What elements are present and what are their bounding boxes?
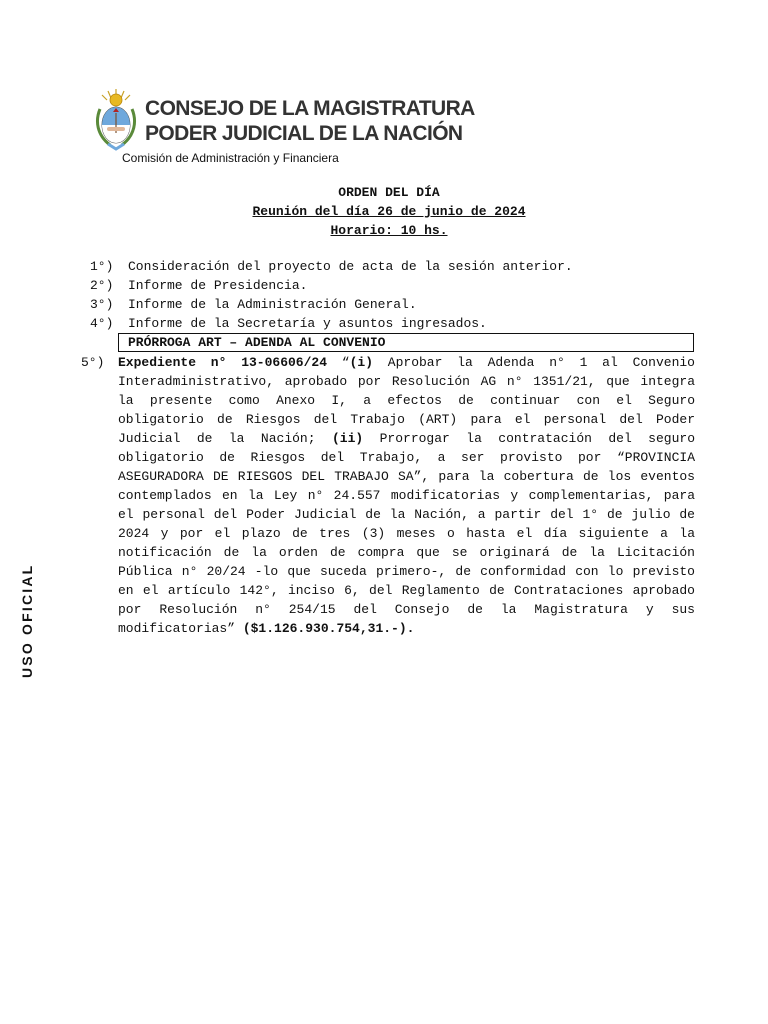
- item-text: Informe de la Secretaría y asuntos ingresados.: [128, 316, 487, 331]
- letterhead: [92, 84, 475, 174]
- commission-name: Comisión de Administración y Financiera: [122, 151, 339, 165]
- section-heading: PRÓRROGA ART – ADENDA AL CONVENIO: [118, 333, 694, 352]
- item-number: 2°): [90, 278, 114, 293]
- part-i-label: (i): [349, 355, 374, 370]
- meeting-date: Reunión del día 26 de junio de 2024: [252, 204, 526, 219]
- part-i-text: Aprobar la Adenda n° 1 al Convenio Interadministrativo, aprobado por Resolución AG n° 1351/21, que integra la presente como Anexo I, a efectos de continuar con el Seguro obligatorio de Riesgos del Trabajo (ART) para el personal del Poder Judicial de la Nación;: [118, 355, 695, 446]
- item-text: Informe de Presidencia.: [128, 278, 308, 293]
- agenda-heading: ORDEN DEL DÍA: [338, 185, 440, 200]
- agenda-title: [0, 183, 768, 240]
- item-number: 4°): [90, 316, 114, 331]
- agenda-item-3: [90, 295, 573, 314]
- agenda-item-4: [90, 314, 573, 333]
- official-use-label: USO OFICIAL: [19, 563, 35, 678]
- agenda-item-1: [90, 257, 573, 276]
- agenda-item-2: [90, 276, 573, 295]
- amount: ($1.126.930.754,31.-).: [242, 621, 415, 636]
- item-text: Consideración del proyecto de acta de la sesión anterior.: [128, 259, 573, 274]
- argentina-coat-of-arms-icon: [94, 87, 138, 151]
- org-name-line1: CONSEJO DE LA MAGISTRATURA: [145, 97, 475, 120]
- part-ii-text: Prorrogar la contratación del seguro obligatorio de Riesgos del Trabajo, a ser provisto por “PROVINCIA ASEGURADORA DE RIESGOS DEL TRABAJO SA”, para la cobertura de los eventos contemplados en la Ley n° 24.557 modificatorias y complementarias, para el personal del Poder Judicial de la Nación, a partir del 1° de julio de 2024 y por el plazo de tres (3) meses o hasta el día siguiente a la notificación de la orden de compra que se originará de la Licitación Pública n° 20/24 -lo que suceda primero-, de conformidad con lo previsto en el artículo 142°, inciso 6, del Reglamento de Contrataciones aprobado por Resolución n° 254/15 del Consejo de la Magistratura y sus modificatorias”: [118, 431, 695, 636]
- agenda-items: [90, 257, 573, 333]
- part-ii-label: (ii): [331, 431, 364, 446]
- item-number: 1°): [90, 259, 114, 274]
- agenda-item-5-number: 5°): [81, 355, 105, 370]
- meeting-time: Horario: 10 hs.: [330, 223, 448, 238]
- agenda-item-5: [118, 353, 695, 638]
- item-text: Informe de la Administración General.: [128, 297, 417, 312]
- item-number: 3°): [90, 297, 114, 312]
- org-name-line2: PODER JUDICIAL DE LA NACIÓN: [145, 122, 463, 145]
- open-quote: “: [327, 355, 350, 370]
- expediente-number: Expediente n° 13-06606/24: [118, 355, 328, 370]
